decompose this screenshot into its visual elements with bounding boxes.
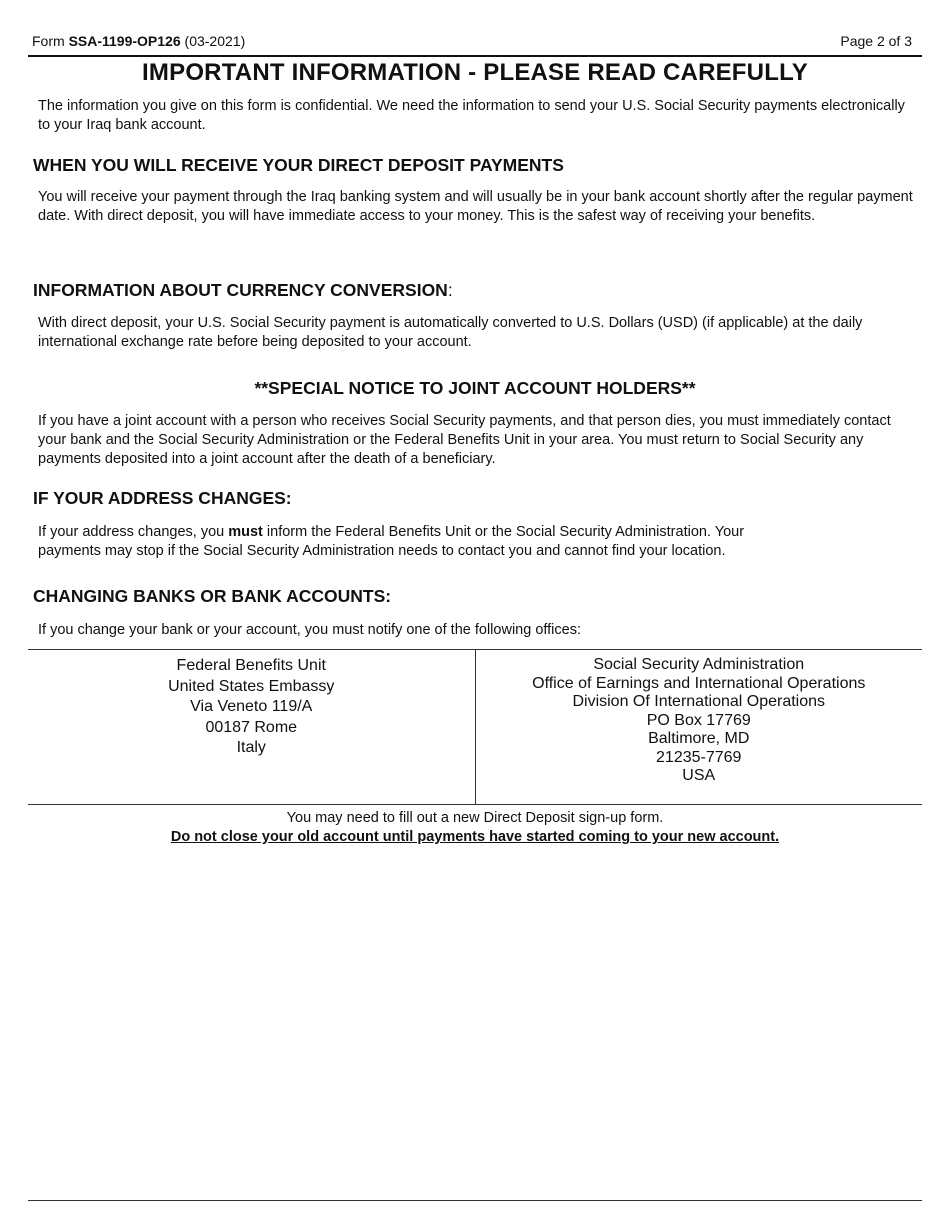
footer-warning: Do not close your old account until payments have started coming to your new account. xyxy=(170,829,780,845)
office-address-line: 21235-7769 xyxy=(656,748,742,766)
header-rule xyxy=(28,55,922,57)
office-social-security-administration xyxy=(476,650,923,804)
address-paragraph xyxy=(38,523,914,561)
form-id xyxy=(32,32,245,50)
address-text-end: inform the Federal Benefits Unit or the Social Security Administration. Your xyxy=(262,524,745,540)
office-address-line: Division Of International Operations xyxy=(572,693,826,710)
office-address-line: Via Veneto 119/A xyxy=(190,698,313,715)
footer-rule xyxy=(28,1200,922,1201)
intro-paragraph: The information you give on this form is confidential. We need the information to send your U.S. Social Security payments electronically to your Iraq bank account. xyxy=(38,98,905,133)
office-address-line: Italy xyxy=(236,739,266,756)
office-address-line: Baltimore, MD xyxy=(648,730,750,747)
banks-paragraph: If you change your bank or your account, you must notify one of the following offices: xyxy=(38,622,581,638)
currency-heading-text: INFORMATION ABOUT CURRENCY CONVERSION xyxy=(33,280,448,300)
page-number: Page 2 of 3 xyxy=(840,33,912,49)
currency-heading xyxy=(33,279,453,301)
address-text-start: If your address changes, you xyxy=(38,524,229,540)
form-header xyxy=(32,32,912,50)
office-address-line: PO Box 17769 xyxy=(646,711,751,729)
office-address-line: Office of Earnings and International Operations xyxy=(532,674,866,692)
currency-paragraph: With direct deposit, your U.S. Social Security payment is automatically converted to U.S. Dollars (USD) (if applicable) at the daily international exchange rate before being deposited to your account. xyxy=(38,315,863,350)
address-text-line2: payments may stop if the Social Security Administration needs to contact you and cannot find your location. xyxy=(38,543,726,559)
form-prefix: Form xyxy=(32,33,69,49)
offices-table xyxy=(28,649,922,805)
banks-heading: CHANGING BANKS OR BANK ACCOUNTS: xyxy=(33,586,392,606)
receive-heading: WHEN YOU WILL RECEIVE YOUR DIRECT DEPOSIT PAYMENTS xyxy=(33,155,564,175)
office-address-line: United States Embassy xyxy=(168,677,335,695)
form-number: SSA-1199-OP126 xyxy=(68,33,181,49)
form-date: (03-2021) xyxy=(180,33,246,49)
receive-paragraph: You will receive your payment through the Iraq banking system and will usually be in your bank account shortly after the regular payment date. With direct deposit, you will have immediate access to your money. This is the safest way of receiving your benefits. xyxy=(38,189,913,224)
form-page xyxy=(28,0,922,1230)
office-address-line: 00187 Rome xyxy=(205,718,298,736)
office-address-line: USA xyxy=(682,767,716,784)
page-title: IMPORTANT INFORMATION - PLEASE READ CAREFULLY xyxy=(142,59,808,86)
office-federal-benefits-unit xyxy=(28,650,475,804)
currency-heading-colon: : xyxy=(447,280,453,300)
joint-heading: **SPECIAL NOTICE TO JOINT ACCOUNT HOLDERS** xyxy=(254,378,696,398)
address-emphasis: must xyxy=(228,524,263,540)
footer-note xyxy=(28,809,922,847)
footer-note-text: You may need to fill out a new Direct Deposit sign-up form. xyxy=(286,810,664,826)
office-address-line: Federal Benefits Unit xyxy=(176,657,326,674)
office-address-line: Social Security Administration xyxy=(593,656,805,673)
address-heading: IF YOUR ADDRESS CHANGES: xyxy=(33,488,292,508)
joint-paragraph: If you have a joint account with a person who receives Social Security payments, and that person dies, you must immediately contact your bank and the Social Security Administration or the Federal Benefits Unit in your area. You must return to Social Security any payments deposited into a joint account after the death of a beneficiary. xyxy=(38,413,891,467)
